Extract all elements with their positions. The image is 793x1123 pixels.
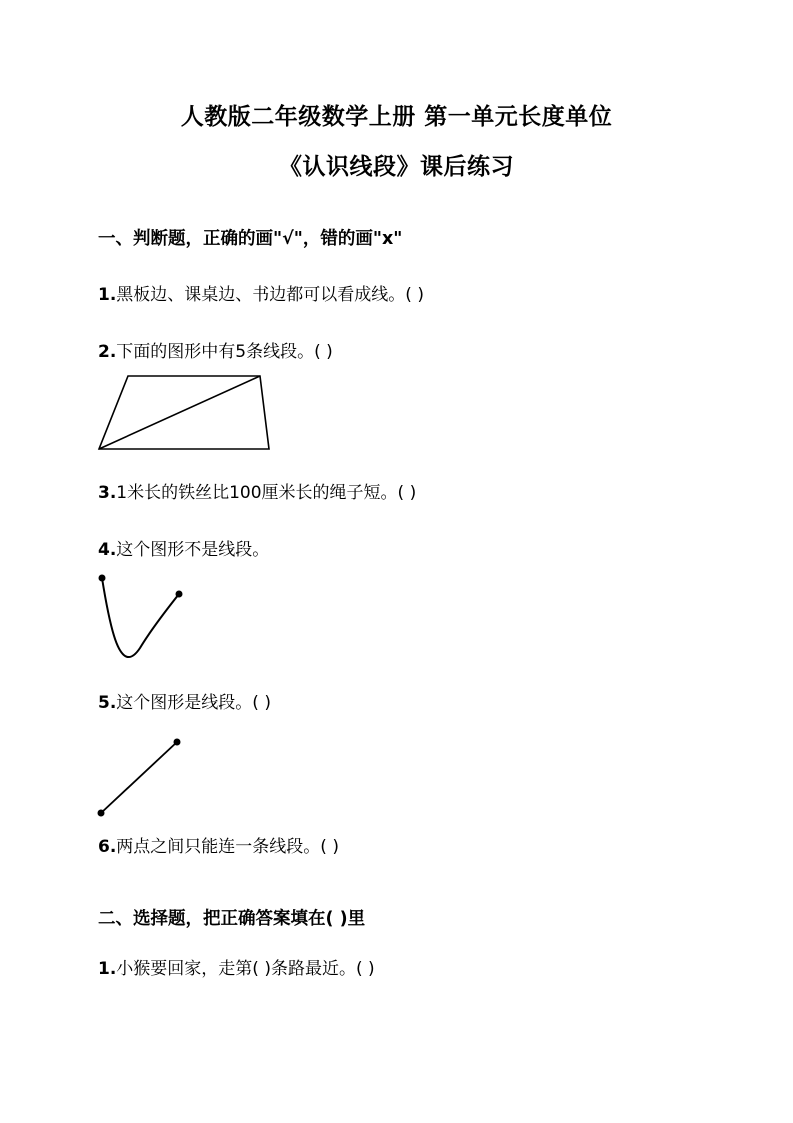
segment-figure xyxy=(90,732,190,822)
question-text: 1米长的铁丝比100厘米长的绳子短。( ) xyxy=(116,483,417,503)
question-1-2 xyxy=(98,337,333,362)
question-text: 下面的图形中有5条线段。( ) xyxy=(116,342,333,362)
question-1-6 xyxy=(98,832,339,857)
curve-figure xyxy=(90,568,190,668)
curve-endpoint-left xyxy=(99,575,106,582)
trapezoid-figure xyxy=(90,368,280,458)
question-text: 小猴要回家，走第( )条路最近。( ) xyxy=(116,959,375,979)
question-2-1 xyxy=(98,954,375,979)
straight-segment xyxy=(101,742,177,813)
question-number: 5. xyxy=(98,693,117,713)
segment-endpoint-left xyxy=(98,810,105,817)
segment-endpoint-right xyxy=(174,739,181,746)
question-text: 这个图形不是线段。 xyxy=(116,540,270,560)
question-1-3 xyxy=(98,478,416,503)
question-number: 1. xyxy=(98,285,117,305)
curve-endpoint-right xyxy=(176,591,183,598)
section-heading-multiple-choice: 二、选择题，把正确答案填在( )里 xyxy=(98,909,366,929)
question-number: 6. xyxy=(98,837,117,857)
question-number: 3. xyxy=(98,483,117,503)
question-number: 4. xyxy=(98,540,117,560)
page-title: 人教版二年级数学上册 第一单元长度单位 xyxy=(180,104,613,130)
question-text: 这个图形是线段。( ) xyxy=(116,693,271,713)
question-1-4 xyxy=(98,535,269,560)
question-text: 黑板边、课桌边、书边都可以看成线。( ) xyxy=(116,285,424,305)
page-subtitle: 《认识线段》课后练习 xyxy=(279,154,514,180)
question-1-5 xyxy=(98,688,271,713)
section-heading-true-false: 一、判断题，正确的画"√"，错的画"x" xyxy=(98,229,403,249)
curved-line xyxy=(102,578,179,657)
question-text: 两点之间只能连一条线段。( ) xyxy=(116,837,339,857)
question-number: 2. xyxy=(98,342,117,362)
question-1-1 xyxy=(98,280,424,305)
question-number: 1. xyxy=(98,959,117,979)
